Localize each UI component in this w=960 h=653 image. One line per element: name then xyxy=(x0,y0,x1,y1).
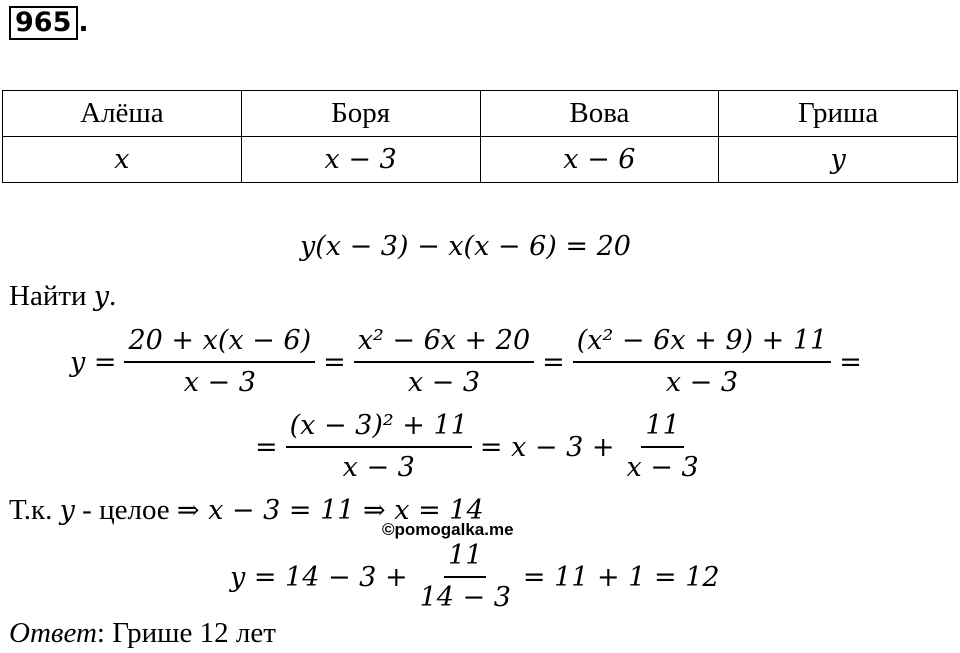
step1-fraction-3 xyxy=(573,323,831,401)
conclusion-text: - целое xyxy=(82,494,170,526)
answer-label: Ответ xyxy=(9,617,97,649)
step2-equation xyxy=(255,408,703,486)
fraction-numerator: 11 xyxy=(444,538,486,578)
table-header-cell: Боря xyxy=(241,91,480,137)
find-variable: y xyxy=(93,281,110,312)
ages-table xyxy=(2,90,958,183)
equals-sign: = xyxy=(323,346,346,378)
step3-lhs: y = 14 − 3 + xyxy=(230,561,408,593)
table-value-row xyxy=(3,137,958,183)
conclusion-math: ⇒ x − 3 = 11 ⇒ x = 14 xyxy=(176,495,484,526)
fraction-numerator: (x − 3)² + 11 xyxy=(286,408,472,448)
fraction-numerator: x² − 6x + 20 xyxy=(354,323,534,363)
fraction-denominator: x − 3 xyxy=(183,367,256,398)
watermark: ©pomogalka.me xyxy=(382,520,514,539)
step1-equation xyxy=(70,323,862,401)
step2-fraction-1 xyxy=(286,408,472,486)
fraction-denominator: x − 3 xyxy=(407,367,481,398)
step1-fraction-1 xyxy=(124,323,315,401)
find-line xyxy=(9,280,116,313)
conclusion-prefix: Т.к. xyxy=(9,494,53,526)
fraction-numerator: (x² − 6x + 9) + 11 xyxy=(573,323,831,363)
answer-text: : Грише 12 лет xyxy=(96,617,276,649)
find-dot: . xyxy=(109,280,117,312)
table-header-cell: Алёша xyxy=(3,91,242,137)
table-header-cell: Гриша xyxy=(719,91,958,137)
table-header-cell: Вова xyxy=(480,91,719,137)
fraction-denominator: x − 3 xyxy=(665,367,739,398)
problem-number xyxy=(9,6,89,40)
fraction-denominator: 14 − 3 xyxy=(419,582,511,613)
conclusion-variable: y xyxy=(59,495,75,526)
step3-equation xyxy=(230,538,720,616)
table-value-cell: x − 6 xyxy=(480,137,719,183)
step3-rhs: = 11 + 1 = 12 xyxy=(522,561,720,593)
step3-fraction xyxy=(416,538,515,616)
step2-lead: = xyxy=(255,431,278,463)
table-value-cell: x − 3 xyxy=(241,137,480,183)
problem-number-box: 965 xyxy=(9,6,78,40)
problem-number-dot: . xyxy=(78,7,89,38)
main-equation: y(x − 3) − x(x − 6) = 20 xyxy=(300,231,631,262)
table-header-row xyxy=(3,91,958,137)
fraction-denominator: x − 3 xyxy=(342,452,415,483)
answer-line xyxy=(9,617,276,650)
step1-lhs: y = xyxy=(70,346,117,378)
table-value-cell: x xyxy=(3,137,242,183)
fraction-denominator: x − 3 xyxy=(626,452,699,483)
find-label: Найти xyxy=(9,280,87,312)
table-value-cell: y xyxy=(719,137,958,183)
step2-middle: = x − 3 + xyxy=(479,431,615,463)
equals-sign: = xyxy=(839,346,862,378)
step2-fraction-2 xyxy=(622,408,702,486)
step1-fraction-2 xyxy=(354,323,534,401)
equals-sign: = xyxy=(542,346,565,378)
fraction-numerator: 20 + x(x − 6) xyxy=(124,323,315,363)
fraction-numerator: 11 xyxy=(641,408,683,448)
